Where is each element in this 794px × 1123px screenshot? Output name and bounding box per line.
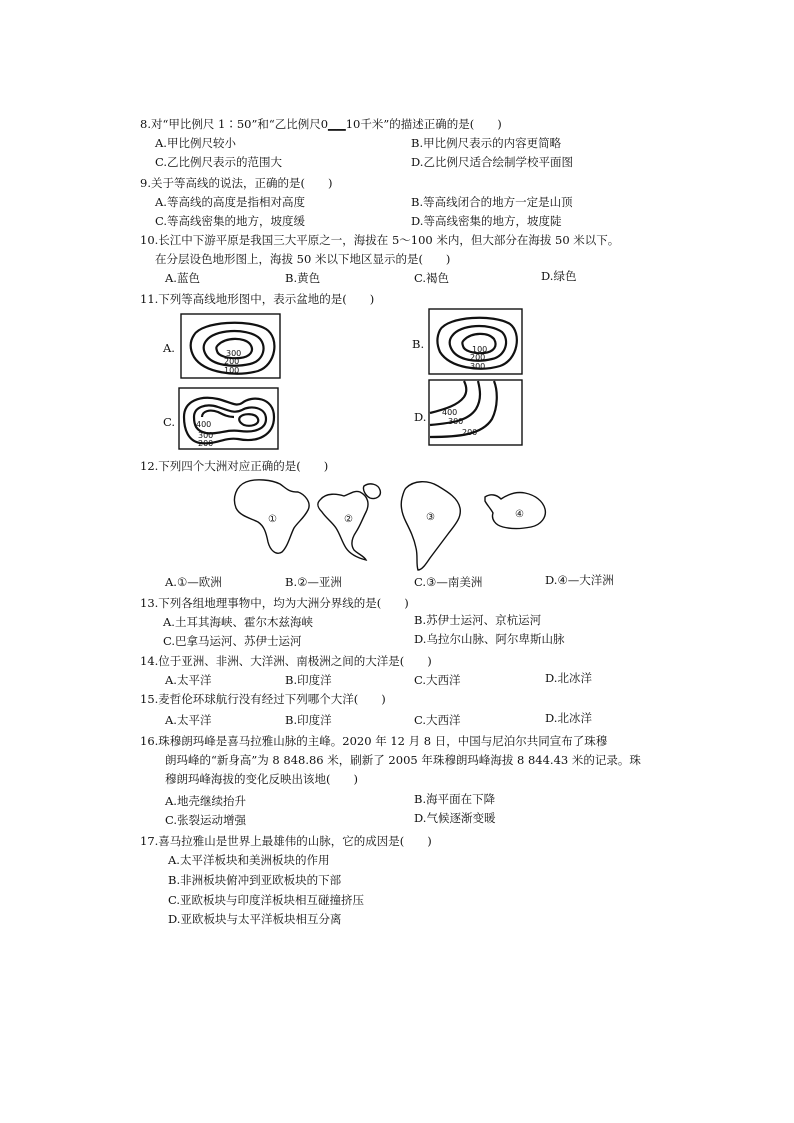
contour-map-c (178, 387, 280, 451)
q12-option-c: C.③—南美洲 (414, 575, 483, 589)
q16-option-b: B.海平面在下降 (414, 792, 496, 806)
q14-option-a: A.太平洋 (165, 673, 212, 687)
contour-map-a (180, 313, 282, 380)
q8-option-d: D.乙比例尺适合绘制学校平面图 (411, 155, 573, 169)
contour-b-label-1: 100 (472, 345, 488, 354)
q8-option-b: B.甲比例尺表示的内容更简略 (411, 136, 562, 150)
q15-option-d: D.北冰洋 (545, 711, 592, 725)
q17-stem: 17.喜马拉雅山是世界上最雄伟的山脉，它的成因是( ) (140, 834, 432, 848)
q12-option-a: A.①—欧洲 (165, 575, 222, 589)
q17-option-a: A.太平洋板块和美洲板块的作用 (168, 853, 330, 867)
contour-c-label-1: 400 (196, 420, 212, 429)
contour-a-label-2: 200 (224, 357, 240, 366)
q11-stem: 11.下列等高线地形图中，表示盆地的是( ) (140, 292, 375, 306)
q10-option-a: A.蓝色 (165, 271, 200, 285)
q9-option-b: B.等高线闭合的地方一定是山顶 (411, 195, 573, 209)
q14-option-d: D.北冰洋 (545, 671, 592, 685)
contour-d-label-3: 200 (462, 428, 478, 437)
q10-option-b: B.黄色 (285, 271, 321, 285)
q15-stem: 15.麦哲伦环球航行没有经过下列哪个大洋( ) (140, 692, 386, 706)
q9-stem: 9.关于等高线的说法，正确的是( ) (140, 176, 333, 190)
q15-option-c: C.大西洋 (414, 713, 461, 727)
contour-c-label-2: 300 (198, 431, 214, 440)
continent-num-1: ① (268, 514, 277, 525)
q14-option-b: B.印度洋 (285, 673, 332, 687)
q13-stem: 13.下列各组地理事物中，均为大洲分界线的是( ) (140, 596, 409, 610)
contour-c-label-3: 200 (198, 439, 214, 448)
q9-option-c: C.等高线密集的地方，坡度缓 (155, 214, 306, 228)
q15-option-a: A.太平洋 (165, 713, 212, 727)
q8-stem: 8.对“甲比例尺 1∶50”和“乙比例尺0▁▁10千米”的描述正确的是( ) (140, 117, 502, 131)
continent-north-america (314, 480, 390, 560)
q13-option-a: A.土耳其海峡、霍尔木兹海峡 (163, 615, 313, 629)
q11-label-c: C. (163, 415, 176, 429)
q8-option-c: C.乙比例尺表示的范围大 (155, 155, 283, 169)
continent-num-3: ③ (426, 512, 435, 523)
contour-b-label-3: 300 (470, 362, 486, 371)
q16-option-c: C.张裂运动增强 (165, 813, 247, 827)
q10-option-d: D.绿色 (541, 269, 577, 283)
q14-stem: 14.位于亚洲、非洲、大洋洲、南极洲之间的大洋是( ) (140, 654, 432, 668)
q14-option-c: C.大西洋 (414, 673, 461, 687)
contour-d-label-1: 400 (442, 408, 458, 417)
contour-a-label-1: 300 (226, 349, 242, 358)
continent-num-4: ④ (515, 509, 524, 520)
q9-option-d: D.等高线密集的地方，坡度陡 (411, 214, 562, 228)
q11-label-a: A. (163, 341, 175, 355)
continent-antarctica (481, 489, 551, 533)
q15-option-b: B.印度洋 (285, 713, 332, 727)
q16-stem: 16.珠穆朗玛峰是喜马拉雅山脉的主峰。2020 年 12 月 8 日，中国与尼泊尔共同宣布了珠穆 (140, 734, 608, 748)
q16-option-d: D.气候逐渐变暖 (414, 811, 496, 825)
q16-stem-cont-1: 朗玛峰的“新身高”为 8 848.86 米，刷新了 2005 年珠穆朗玛峰海拔 8 844.43 米的记录。珠 (165, 753, 641, 767)
continent-num-2: ② (344, 514, 353, 525)
q11-label-b: B. (412, 337, 425, 351)
q10-stem-cont: 在分层设色地形图上，海拔 50 米以下地区显示的是( ) (155, 252, 451, 266)
q10-stem: 10.长江中下游平原是我国三大平原之一，海拔在 5～100 米内，但大部分在海拔 50 米以下。 (140, 233, 620, 247)
q13-option-c: C.巴拿马运河、苏伊士运河 (163, 634, 302, 648)
contour-b-label-2: 200 (470, 353, 486, 362)
q13-option-b: B.苏伊士运河、京杭运河 (414, 613, 542, 627)
q17-option-c: C.亚欧板块与印度洋板块相互碰撞挤压 (168, 893, 365, 907)
q9-option-a: A.等高线的高度是指相对高度 (155, 195, 305, 209)
q13-option-d: D.乌拉尔山脉、阿尔卑斯山脉 (414, 632, 565, 646)
q11-label-d: D. (414, 410, 427, 424)
continent-africa (232, 476, 314, 556)
q10-option-c: C.褐色 (414, 271, 450, 285)
continent-south-america (396, 476, 466, 572)
q16-stem-cont-2: 穆朗玛峰海拔的变化反映出该地( ) (165, 772, 358, 786)
q17-option-d: D.亚欧板块与太平洋板块相互分离 (168, 912, 342, 926)
q12-stem: 12.下列四个大洲对应正确的是( ) (140, 459, 329, 473)
contour-a-label-3: 100 (224, 366, 240, 375)
q17-option-b: B.非洲板块俯冲到亚欧板块的下部 (168, 873, 342, 887)
contour-map-d (428, 379, 524, 447)
contour-map-b (428, 308, 524, 376)
q12-option-b: B.②—亚洲 (285, 575, 342, 589)
q16-option-a: A.地壳继续抬升 (165, 794, 246, 808)
q8-option-a: A.甲比例尺较小 (155, 136, 236, 150)
q12-option-d: D.④—大洋洲 (545, 573, 614, 587)
contour-d-label-2: 300 (448, 417, 464, 426)
